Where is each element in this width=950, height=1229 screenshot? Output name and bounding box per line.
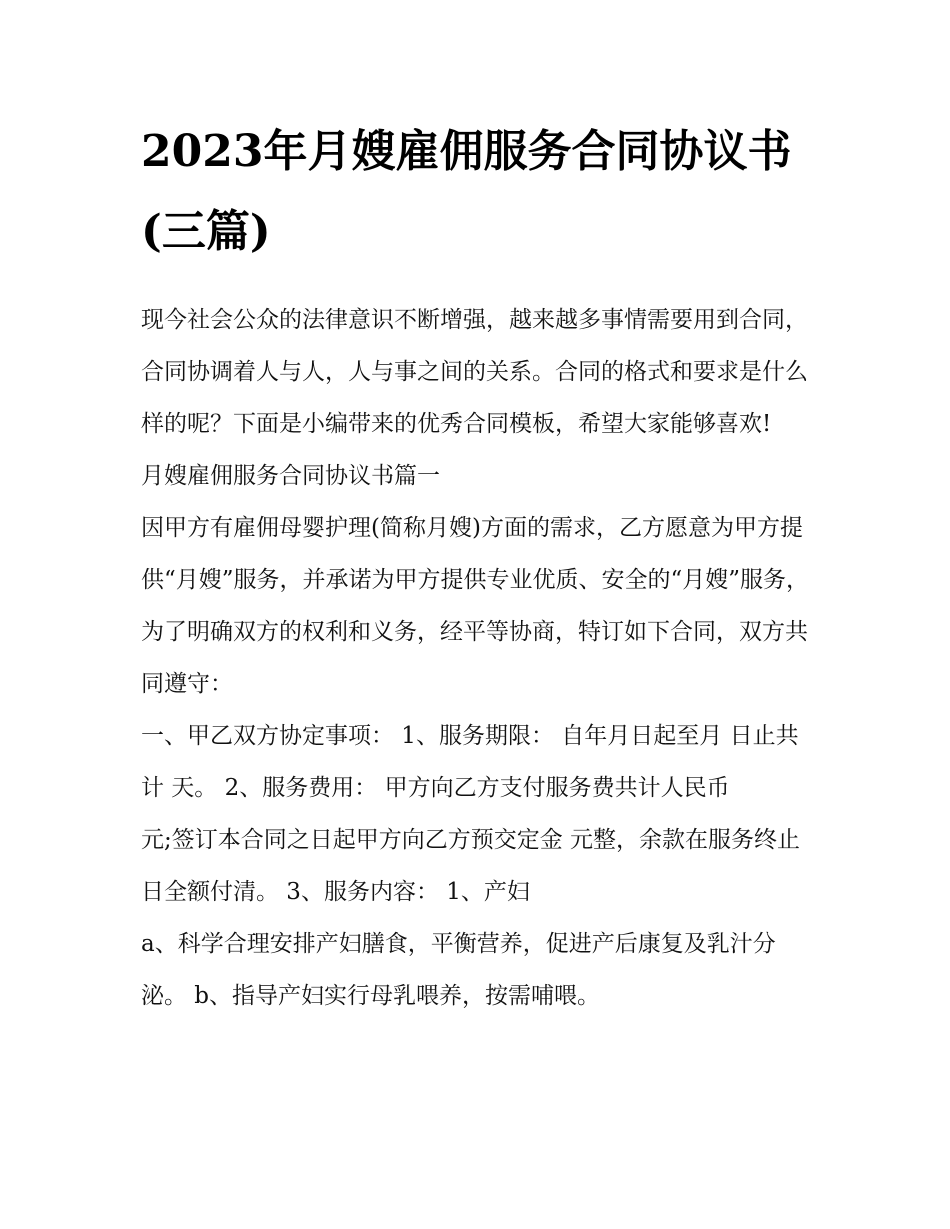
clause-paragraph: a、科学合理安排产妇膳食，平衡营养，促进产后康复及乳汁分泌。 b、指导产妇实行母乳喂养，按需哺喂。 [141,931,776,1009]
clause-paragraph: 元;签订本合同之日起甲方向乙方预交定金 元整，余款在服务终止日全额付清。 3、服务内容： 1、产妇 [141,827,801,905]
document-content [141,112,813,1022]
clause-paragraph: 一、甲乙双方协定事项： 1、服务期限： 自年月日起至月 日止共计 天。 2、服务费用： 甲方向乙方支付服务费共计人民币 [141,723,799,801]
intro-paragraph: 现今社会公众的法律意识不断增强，越来越多事情需要用到合同，合同协调着人与人，人与事之间的关系。合同的格式和要求是什么样的呢？下面是小编带来的优秀合同模板，希望大家能够喜欢! [141,307,808,437]
preamble-paragraph: 因甲方有雇佣母婴护理(简称月嫂)方面的需求，乙方愿意为甲方提供“月嫂”服务，并承诺为甲方提供专业优质、安全的“月嫂”服务，为了明确双方的权利和义务，经平等协商，特订如下合同，双方共同遵守： [141,515,810,697]
document-title: 2023年月嫂雇佣服务合同协议书(三篇) [141,126,792,257]
section-heading: 月嫂雇佣服务合同协议书篇一 [141,463,440,489]
document-body [141,294,813,1022]
